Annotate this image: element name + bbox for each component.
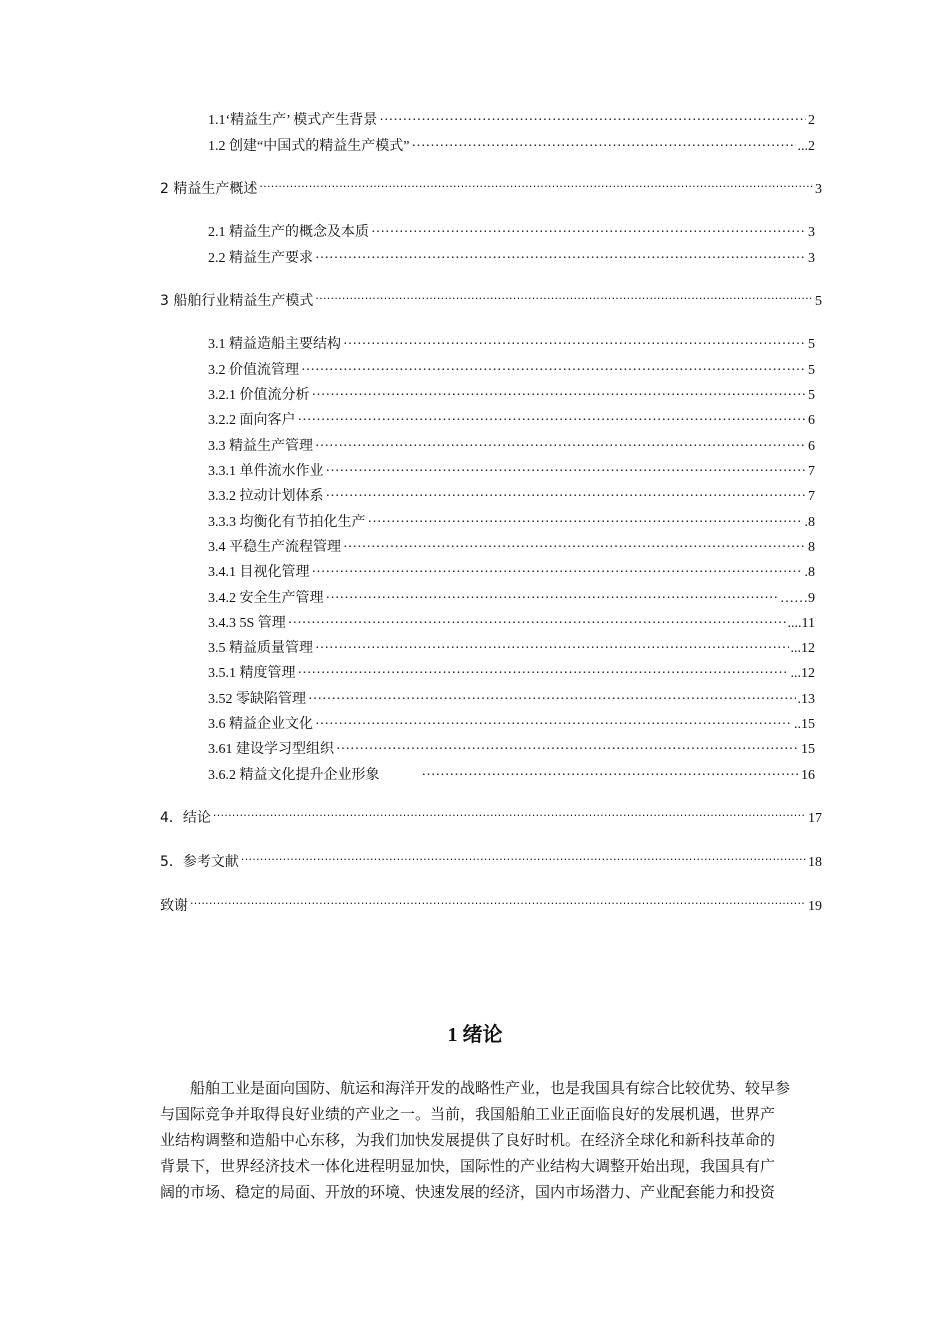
toc-entry-page: 18 xyxy=(808,855,822,870)
toc-leader-dots xyxy=(241,852,806,866)
toc-entry[interactable] xyxy=(160,896,822,916)
toc-entry[interactable] xyxy=(160,808,822,828)
toc-entry-page: 19 xyxy=(808,899,822,914)
toc-entry[interactable] xyxy=(160,179,822,199)
toc-leader-dots xyxy=(326,588,779,602)
body-line: 船舶工业是面向国防、航运和海洋开发的战略性产业，也是我国具有综合比较优势、较早参 xyxy=(160,1081,791,1097)
toc-entry-title: 3.3.3 均衡化有节拍化生产 xyxy=(208,515,366,530)
toc-entry-title: 2 精益生产概述 xyxy=(160,181,258,197)
toc-entry-page: 17 xyxy=(808,811,822,826)
toc-entry[interactable] xyxy=(208,765,815,785)
toc-entry-page: ……9 xyxy=(780,591,815,606)
toc-leader-dots xyxy=(288,613,786,627)
toc-entry-title: 1.1‘精益生产’ 模式产生背景 xyxy=(208,113,378,128)
toc-entry-title: 3.4.2 安全生产管理 xyxy=(208,591,324,606)
toc-leader-dots xyxy=(379,110,806,124)
toc-entry[interactable] xyxy=(208,136,815,156)
toc-leader-dots xyxy=(315,436,806,450)
toc-entry-page: 5 xyxy=(808,388,815,403)
toc-leader-dots xyxy=(190,896,806,910)
toc-leader-dots xyxy=(422,765,800,779)
toc-leader-dots xyxy=(371,222,806,236)
toc-leader-dots xyxy=(326,461,807,475)
toc-entry-page: ..15 xyxy=(794,717,815,732)
toc-entry-title: 2.1 精益生产的概念及本质 xyxy=(208,225,369,240)
toc-entry-title: 3 船舶行业精益生产模式 xyxy=(160,293,314,309)
toc-entry-title: 2.2 精益生产要求 xyxy=(208,251,313,266)
toc-entry[interactable] xyxy=(208,714,815,734)
toc-entry[interactable] xyxy=(208,588,815,608)
toc-entry[interactable] xyxy=(208,739,815,759)
toc-entry-page: 6 xyxy=(808,413,815,428)
toc-entry-page: 2 xyxy=(808,113,815,128)
toc-entry[interactable] xyxy=(208,638,815,658)
toc-entry-title: 3.6.2 精益文化提升企业形象 xyxy=(208,768,380,783)
toc-entry-title: 3.6 精益企业文化 xyxy=(208,717,313,732)
toc-entry[interactable] xyxy=(208,436,815,456)
toc-entry[interactable] xyxy=(208,222,815,242)
toc-entry[interactable] xyxy=(160,852,822,872)
toc-leader-dots xyxy=(259,179,813,193)
toc-entry-title: 致谢 xyxy=(160,898,188,914)
toc-entry-page: .8 xyxy=(804,515,815,530)
toc-leader-dots xyxy=(343,537,806,551)
toc-entry-page: 8 xyxy=(808,540,815,555)
toc-leader-dots xyxy=(315,248,806,262)
toc-leader-dots xyxy=(298,663,789,677)
toc-entry[interactable] xyxy=(208,385,815,405)
toc-entry-page: 15 xyxy=(801,742,815,757)
toc-entry-title: 3.2 价值流管理 xyxy=(208,363,299,378)
body-line: 背景下，世界经济技术一体化进程明显加快，国际性的产业结构大调整开始出现，我国具有广 xyxy=(160,1159,776,1175)
toc-leader-dots xyxy=(315,638,789,652)
toc-entry-title: 3.2.2 面向客户 xyxy=(208,413,296,428)
toc-entry-title: 3.3.1 单件流水作业 xyxy=(208,464,324,479)
toc-entry-title: 3.5.1 精度管理 xyxy=(208,666,296,681)
toc-entry-title: 3.1 精益造船主要结构 xyxy=(208,337,341,352)
toc-entry-page: ...12 xyxy=(790,641,815,656)
toc-entry[interactable] xyxy=(208,334,815,354)
toc-leader-dots xyxy=(326,486,807,500)
toc-leader-dots xyxy=(315,291,813,305)
toc-leader-dots xyxy=(343,334,806,348)
toc-entry-title: 3.3 精益生产管理 xyxy=(208,439,313,454)
toc-entry-page: 3 xyxy=(815,182,822,197)
toc-entry-page: 6 xyxy=(808,439,815,454)
toc-entry[interactable] xyxy=(208,248,815,268)
toc-entry[interactable] xyxy=(208,562,815,582)
toc-entry-title: 3.52 零缺陷管理 xyxy=(208,692,306,707)
toc-entry-page: 3 xyxy=(808,225,815,240)
toc-entry-title: 3.2.1 价值流分析 xyxy=(208,388,310,403)
toc-entry-title: 3.5 精益质量管理 xyxy=(208,641,313,656)
toc-leader-dots xyxy=(312,562,803,576)
chapter-title: 1 绪论 xyxy=(447,1024,503,1046)
toc-entry-title: 1.2 创建“中国式的精益生产模式” xyxy=(208,139,410,154)
toc-entry-page: 3 xyxy=(808,251,815,266)
toc-entry[interactable] xyxy=(208,613,815,633)
toc-entry-title: 3.4 平稳生产流程管理 xyxy=(208,540,341,555)
toc-entry-page: 5 xyxy=(808,363,815,378)
toc-entry[interactable] xyxy=(208,110,815,130)
toc-entry-page: 7 xyxy=(808,464,815,479)
toc-entry-page: 16 xyxy=(801,768,815,783)
toc-entry[interactable] xyxy=(160,291,822,311)
toc-entry-title: 3.4.1 目视化管理 xyxy=(208,565,310,580)
toc-entry-page: ...2 xyxy=(797,139,815,154)
body-line: 阔的市场、稳定的局面、开放的环境、快速发展的经济，国内市场潜力、产业配套能力和投资 xyxy=(160,1185,776,1201)
toc-leader-dots xyxy=(301,360,806,374)
toc-entry-title: 3.4.3 5S 管理 xyxy=(208,616,286,631)
toc-entry[interactable] xyxy=(208,410,815,430)
toc-entry[interactable] xyxy=(208,461,815,481)
toc-entry-title: 4．结论 xyxy=(160,810,211,826)
toc-entry[interactable] xyxy=(208,537,815,557)
toc-entry-title: 3.61 建设学习型组织 xyxy=(208,742,334,757)
toc-leader-dots xyxy=(315,714,792,728)
toc-entry[interactable] xyxy=(208,663,815,683)
toc-entry-title: 3.3.2 拉动计划体系 xyxy=(208,489,324,504)
toc-leader-dots xyxy=(308,689,796,703)
toc-entry-page: 7 xyxy=(808,489,815,504)
toc-leader-dots xyxy=(336,739,799,753)
toc-entry[interactable] xyxy=(208,512,815,532)
toc-leader-dots xyxy=(298,410,807,424)
toc-entry-page: 5 xyxy=(815,294,822,309)
toc-entry-page: .13 xyxy=(797,692,815,707)
toc-entry-page: 5 xyxy=(808,337,815,352)
toc-entry-page: ...12 xyxy=(790,666,815,681)
toc-entry[interactable] xyxy=(208,360,815,380)
toc-entry[interactable] xyxy=(208,689,815,709)
toc-entry-page: .8 xyxy=(804,565,815,580)
toc-leader-dots xyxy=(368,512,803,526)
body-line: 与国际竞争并取得良好业绩的产业之一。当前，我国船舶工业正面临良好的发展机遇，世界产 xyxy=(160,1107,776,1123)
toc-entry-title: 5．参考文献 xyxy=(160,854,239,870)
toc-leader-dots xyxy=(213,808,806,822)
chapter-body xyxy=(160,1076,852,1206)
toc-entry[interactable] xyxy=(208,486,815,506)
toc-leader-dots xyxy=(312,385,807,399)
body-line: 业结构调整和造船中心东移，为我们加快发展提供了良好时机。在经济全球化和新科技革命的 xyxy=(160,1133,776,1149)
toc-entry-page: ....11 xyxy=(787,616,815,631)
toc-leader-dots xyxy=(411,136,795,150)
